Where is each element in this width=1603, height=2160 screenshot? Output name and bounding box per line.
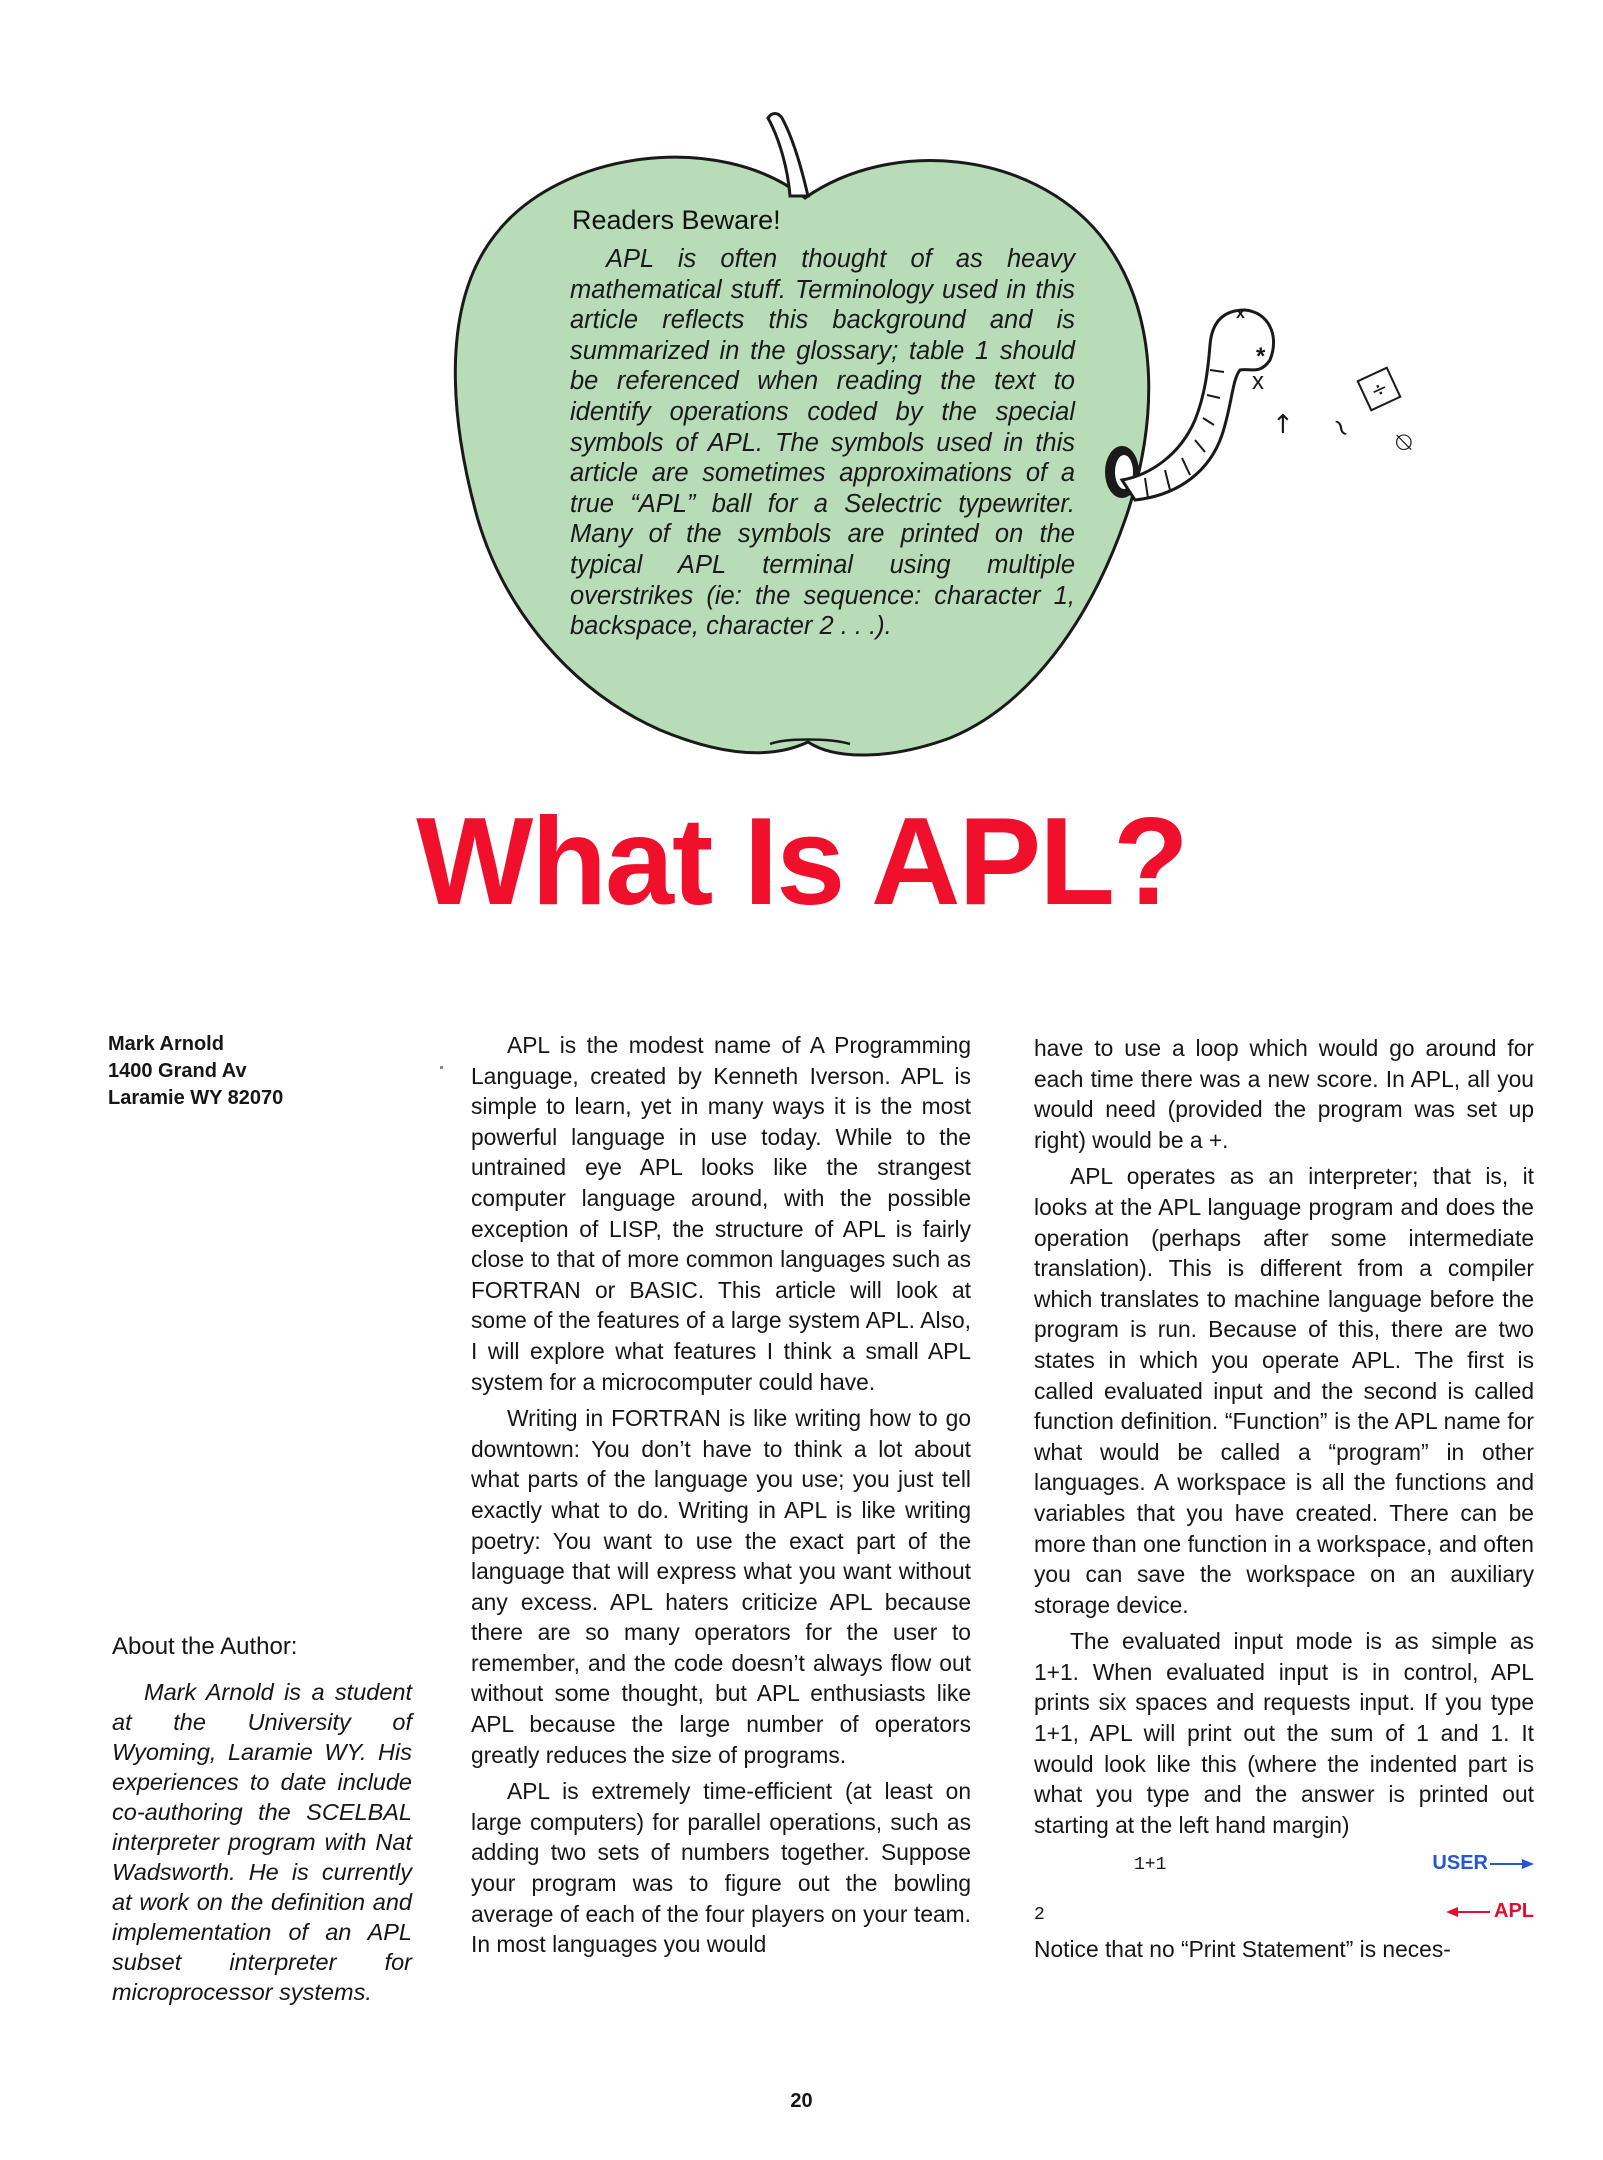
- article-column-3: [1034, 1033, 1534, 1971]
- page-number: 20: [790, 2090, 813, 2112]
- example-output: 2: [1034, 1905, 1045, 1926]
- author-address: [108, 1031, 283, 1112]
- apl-glyph-times: x: [1252, 368, 1264, 395]
- apl-example: [1034, 1846, 1534, 1934]
- article-title: What Is APL?: [416, 793, 1187, 931]
- col2-paragraph-1: APL is the modest name of A Programming Language, created by Kenneth Iverson. APL is simple to learn, yet in many ways it is the most powerful language in use today. While to the untrained eye APL looks like the strangest computer language around, with the possible exception of LISP, the structure of APL is fairly close to that of more common languages such as FORTRAN or BASIC. This article will look at some of the features of a large system APL. Also, I will explore what features I think a small APL system for a microcomputer could have.: [471, 1032, 971, 1395]
- col2-paragraph-3: APL is extremely time-efficient (at least on large computers) for parallel operations, such as adding two sets of numbers together. Suppose your program was to figure out the bowling average of each of the four players on your team. In most languages you would: [471, 1778, 971, 1958]
- readers-beware-title: Readers Beware!: [572, 205, 781, 235]
- col3-paragraph-3: The evaluated input mode is as simple as 1+1. When evaluated input is in control, APL prints six spaces and requests input. If you type 1+1, APL will print out the sum of 1 and 1. It would look like this (where the indented part is what you type and the answer is printed out starting at the left hand margin): [1034, 1628, 1534, 1838]
- example-input: 1+1: [1134, 1855, 1167, 1876]
- apl-label-text: APL: [1494, 1900, 1534, 1923]
- article-column-2: [471, 1030, 971, 1966]
- right-arrow-icon: [1490, 1857, 1534, 1871]
- apl-glyph-uparrow: ↑: [1272, 410, 1294, 440]
- apl-glyph-star: *: [1256, 343, 1266, 370]
- col2-paragraph-2: Writing in FORTRAN is like writing how to go downtown: You don’t have to think a lot about what parts of the language you use; you just tell exactly what to do. Writing in APL is like writing poetry: You want to use the exact part of the language that will express what you want without any excess. APL haters criticize APL because there are so many operators for the user to remember, and the code doesn’t always flow out without some thought, but APL enthusiasts like APL because the large number of operators greatly reduces the size of programs.: [471, 1405, 971, 1768]
- stray-dot: [440, 1066, 443, 1069]
- left-arrow-icon: [1446, 1905, 1490, 1919]
- author-city: Laramie WY 82070: [108, 1087, 284, 1109]
- apl-glyph-tilde: ~: [1322, 411, 1360, 445]
- readers-beware-box: [570, 205, 1075, 642]
- apl-glyph-phi: ⍉: [1396, 428, 1412, 458]
- user-label: [1432, 1848, 1534, 1879]
- about-author-text: Mark Arnold is a student at the University of Wyoming, Laramie WY. His experiences to date include co-authoring the SCELBAL interpreter program with Nat Wadsworth. He is currently at work on the definition and implementation of an APL subset interpreter for microprocessor systems.: [112, 1679, 412, 2005]
- user-label-text: USER: [1432, 1852, 1488, 1875]
- col3-paragraph-1: have to use a loop which would go around for each time there was a new score. In APL, all you would need (provided the program was set up right) would be a +.: [1034, 1035, 1534, 1153]
- readers-beware-text: APL is often thought of as heavy mathematical stuff. Terminology used in this article reflects this background and is summarized in the glossary; table 1 should be referenced when reading the text to identify operations coded by the special symbols of APL. The symbols used in this article are sometimes approximations of a true “APL” ball for a Selectric typewriter. Many of the symbols are printed on the typical APL terminal using multiple overstrikes (ie: the sequence: character 1, backspace, character 2 . . .).: [570, 245, 1075, 641]
- about-author-heading: About the Author:: [112, 1633, 298, 1660]
- apl-label: [1446, 1896, 1534, 1927]
- apl-glyph-quad-divide: ÷: [1356, 366, 1401, 411]
- apl-glyph-worm-eye: x: [1236, 305, 1245, 322]
- author-name: Mark Arnold: [108, 1033, 224, 1055]
- col3-paragraph-4: Notice that no “Print Statement” is neces-: [1034, 1936, 1451, 1963]
- col3-paragraph-2: APL operates as an interpreter; that is, it looks at the APL language program and does the operation (perhaps after some intermediate translation). This is different from a compiler which translates to machine language before the program is run. Because of this, there are two states in which you operate APL. The first is called evaluated input and the second is called function definition. “Function” is the APL name for what would be called a “program” in other languages. A workspace is all the functions and variables that you have created. There can be more than one function in a workspace, and often you can save the workspace on an auxiliary storage device.: [1034, 1163, 1534, 1618]
- author-street: 1400 Grand Av: [108, 1060, 247, 1082]
